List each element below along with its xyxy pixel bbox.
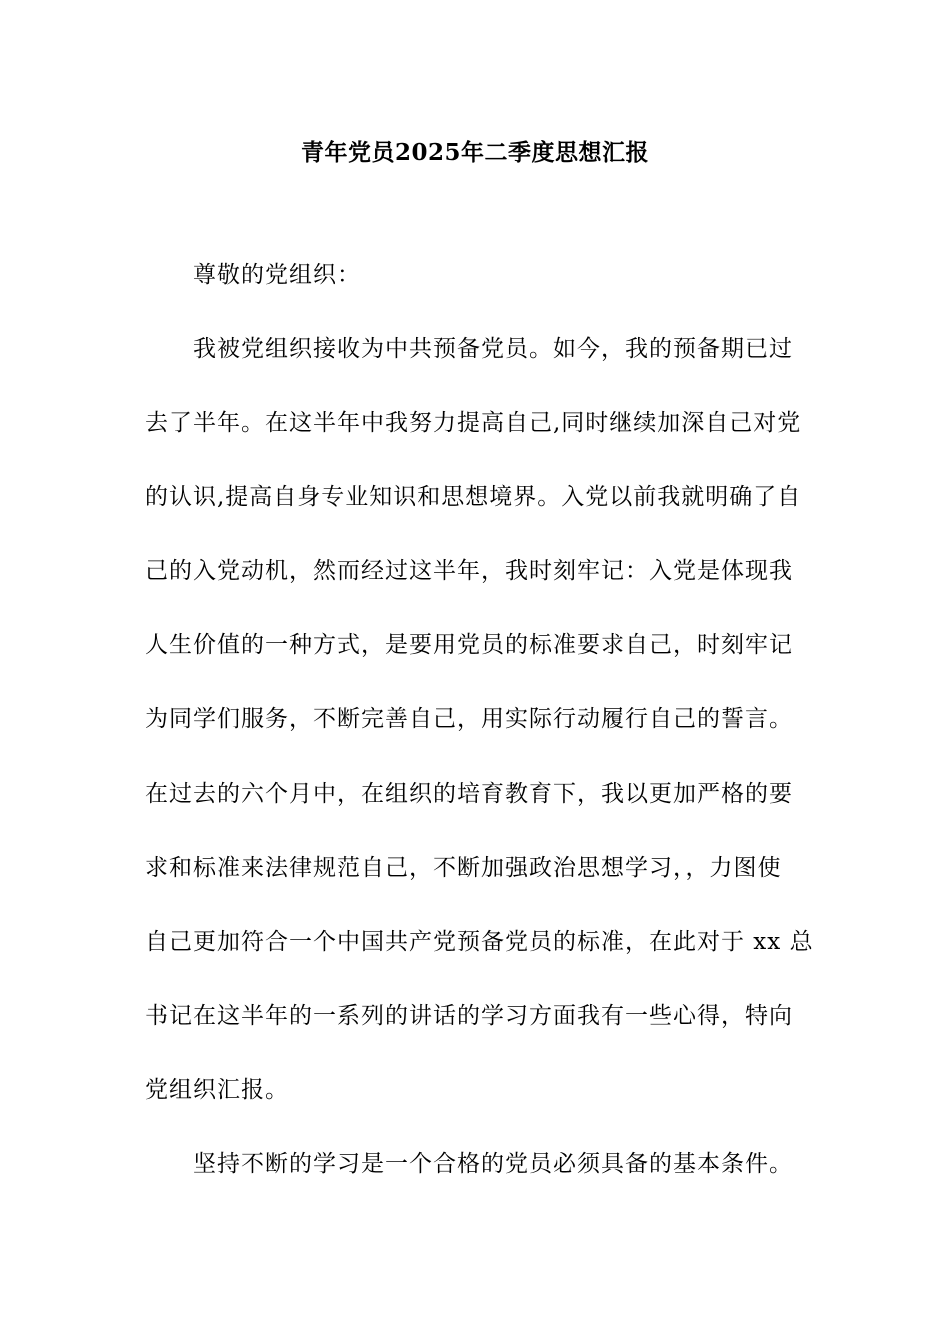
paragraph-line: 去了半年。在这半年中我努力提高自己,同时继续加深自己对党 [145, 410, 802, 436]
paragraph-line: 坚持不断的学习是一个合格的党员必须具备的基本条件。 [193, 1151, 793, 1177]
paragraph-line: 为同学们服务，不断完善自己，用实际行动履行自己的誓言。 [145, 706, 793, 732]
paragraph-line: 书记在这半年的一系列的讲话的学习方面我有一些心得，特向 [145, 1003, 793, 1029]
paragraph-line: 的认识,提高自身专业知识和思想境界。入党以前我就明确了自 [145, 484, 802, 510]
document-title: 青年党员2025年二季度思想汇报 [300, 139, 649, 166]
paragraph-line: 求和标准来法律规范自己，不断加强政治思想学习，，力图使 [145, 855, 782, 881]
paragraph-line: 党组织汇报。 [145, 1077, 289, 1103]
salutation: 尊敬的党组织： [193, 262, 361, 288]
paragraph-line: 人生价值的一种方式，是要用党员的标准要求自己，时刻牢记 [145, 632, 793, 658]
paragraph-line: 在过去的六个月中，在组织的培育教育下，我以更加严格的要 [145, 781, 793, 807]
paragraph-line: 己的入党动机，然而经过这半年，我时刻牢记：入党是体现我 [145, 558, 793, 584]
paragraph-line: 我被党组织接收为中共预备党员。如今，我的预备期已过 [193, 336, 793, 362]
paragraph-line: 自己更加符合一个中国共产党预备党员的标准，在此对于 xx 总 [145, 929, 814, 955]
